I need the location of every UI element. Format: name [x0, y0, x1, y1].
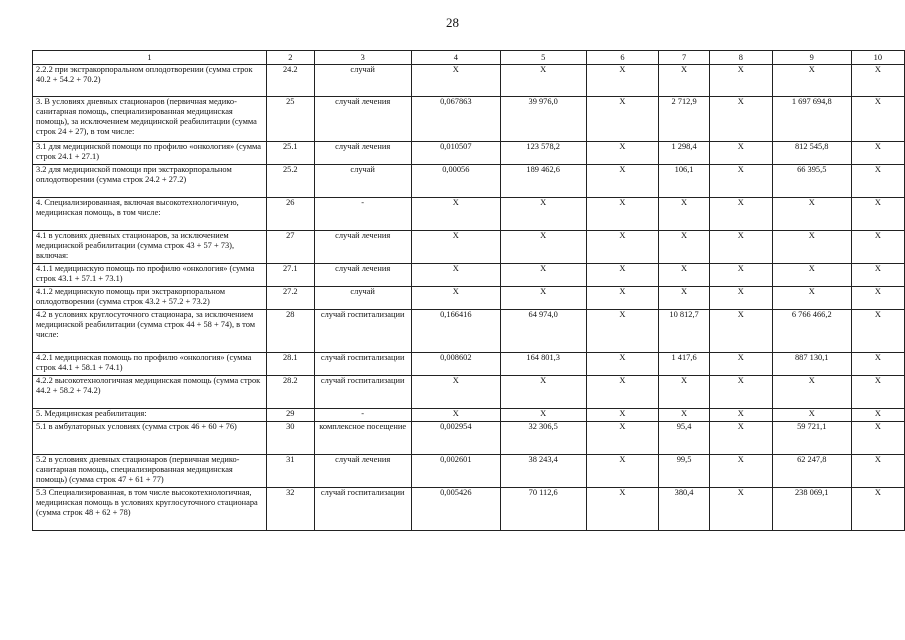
cell-unit: случай госпитализации — [314, 488, 411, 531]
cell-col10: X — [851, 97, 904, 142]
header-cell: 8 — [709, 51, 772, 65]
table-row — [33, 264, 905, 287]
table-body — [33, 51, 905, 531]
cell-norm: X — [411, 264, 500, 287]
cell-col7: 99,5 — [659, 455, 709, 488]
cell-row-number: 25 — [267, 97, 314, 142]
cell-unit: случай — [314, 165, 411, 198]
cell-col10: X — [851, 455, 904, 488]
header-cell: 3 — [314, 51, 411, 65]
cell-col9: X — [772, 376, 851, 409]
cell-unit: - — [314, 409, 411, 422]
cell-col7: X — [659, 264, 709, 287]
cell-col10: X — [851, 264, 904, 287]
cell-norm: 0,008602 — [411, 353, 500, 376]
cell-norm: X — [411, 65, 500, 97]
cell-description: 2.2.2 при экстракорпоральном оплодотворении (сумма строк 40.2 + 54.2 + 70.2) — [33, 65, 267, 97]
cell-unit: случай лечения — [314, 142, 411, 165]
table-row — [33, 409, 905, 422]
cell-col8: X — [709, 376, 772, 409]
cell-unit: случай — [314, 287, 411, 310]
header-cell: 10 — [851, 51, 904, 65]
cell-row-number: 27.1 — [267, 264, 314, 287]
cell-col7: 10 812,7 — [659, 310, 709, 353]
cell-col9: X — [772, 65, 851, 97]
cell-col10: X — [851, 198, 904, 231]
cell-col8: X — [709, 65, 772, 97]
cell-col7: 1 417,6 — [659, 353, 709, 376]
cell-norm: X — [411, 287, 500, 310]
table-row — [33, 353, 905, 376]
cell-row-number: 27 — [267, 231, 314, 264]
cell-col8: X — [709, 488, 772, 531]
table-row — [33, 198, 905, 231]
header-cell: 1 — [33, 51, 267, 65]
cell-unit: случай лечения — [314, 97, 411, 142]
cell-cost: X — [500, 231, 586, 264]
cell-col7: X — [659, 198, 709, 231]
cell-description: 4.2.2 высокотехнологичная медицинская помощь (сумма строк 44.2 + 58.2 + 74.2) — [33, 376, 267, 409]
cell-col9: 238 069,1 — [772, 488, 851, 531]
cell-description: 4. Специализированная, включая высокотехнологичную, медицинская помощь, в том числе: — [33, 198, 267, 231]
cell-col7: X — [659, 65, 709, 97]
cell-col8: X — [709, 165, 772, 198]
cell-cost: X — [500, 287, 586, 310]
cell-unit: случай лечения — [314, 455, 411, 488]
cell-col6: X — [586, 198, 659, 231]
cell-col7: X — [659, 376, 709, 409]
cell-norm: 0,166416 — [411, 310, 500, 353]
cell-row-number: 27.2 — [267, 287, 314, 310]
cell-col10: X — [851, 231, 904, 264]
cell-col10: X — [851, 376, 904, 409]
cell-col6: X — [586, 310, 659, 353]
cell-col6: X — [586, 65, 659, 97]
page-number: 28 — [446, 15, 459, 30]
cell-row-number: 28.2 — [267, 376, 314, 409]
cell-norm: X — [411, 198, 500, 231]
cell-col9: X — [772, 287, 851, 310]
table-row — [33, 287, 905, 310]
header-cell: 4 — [411, 51, 500, 65]
cell-col6: X — [586, 142, 659, 165]
cell-unit: случай лечения — [314, 231, 411, 264]
cell-col10: X — [851, 409, 904, 422]
cell-col9: X — [772, 231, 851, 264]
table-row — [33, 310, 905, 353]
table-row — [33, 376, 905, 409]
cell-row-number: 29 — [267, 409, 314, 422]
cell-description: 4.2.1 медицинская помощь по профилю «онкология» (сумма строк 44.1 + 58.1 + 74.1) — [33, 353, 267, 376]
cell-col8: X — [709, 231, 772, 264]
cell-col9: X — [772, 264, 851, 287]
cell-norm: 0,00056 — [411, 165, 500, 198]
table-row — [33, 231, 905, 264]
cell-col9: 59 721,1 — [772, 422, 851, 455]
cell-col9: X — [772, 409, 851, 422]
cell-description: 5.3 Специализированная, в том числе высокотехнологичная, медицинская помощь в условиях круглосуточного стационара (сумма строк 48 + 62 + 78) — [33, 488, 267, 531]
table-row — [33, 488, 905, 531]
cell-norm: 0,002601 — [411, 455, 500, 488]
cell-row-number: 25.1 — [267, 142, 314, 165]
cell-description: 5.1 в амбулаторных условиях (сумма строк 46 + 60 + 76) — [33, 422, 267, 455]
cell-col7: X — [659, 287, 709, 310]
cell-unit: случай лечения — [314, 264, 411, 287]
cell-col7: 1 298,4 — [659, 142, 709, 165]
cell-cost: 70 112,6 — [500, 488, 586, 531]
cell-col6: X — [586, 97, 659, 142]
cell-cost: X — [500, 409, 586, 422]
cell-col10: X — [851, 422, 904, 455]
cell-unit: случай госпитализации — [314, 353, 411, 376]
table-row — [33, 142, 905, 165]
cell-col10: X — [851, 353, 904, 376]
cell-col9: X — [772, 198, 851, 231]
cell-norm: 0,005426 — [411, 488, 500, 531]
cell-row-number: 26 — [267, 198, 314, 231]
cell-description: 3. В условиях дневных стационаров (первичная медико-санитарная помощь, специализированная медицинская помощь), за исключением медицинской реабилитации (сумма строк 24 + 27), в том числе: — [33, 97, 267, 142]
cell-col7: 106,1 — [659, 165, 709, 198]
cell-row-number: 24.2 — [267, 65, 314, 97]
cell-cost: 32 306,5 — [500, 422, 586, 455]
cell-col8: X — [709, 198, 772, 231]
cell-description: 4.1.2 медицинскую помощь при экстракорпоральном оплодотворении (сумма строк 43.2 + 57.2 + 73.2) — [33, 287, 267, 310]
cell-col8: X — [709, 409, 772, 422]
cell-col6: X — [586, 287, 659, 310]
cell-norm: 0,067863 — [411, 97, 500, 142]
cell-row-number: 28 — [267, 310, 314, 353]
cell-col7: X — [659, 409, 709, 422]
cell-col9: 66 395,5 — [772, 165, 851, 198]
table-row — [33, 455, 905, 488]
cell-col10: X — [851, 488, 904, 531]
cell-col8: X — [709, 264, 772, 287]
cell-description: 3.2 для медицинской помощи при экстракорпоральном оплодотворении (сумма строк 24.2 + 27.2) — [33, 165, 267, 198]
cell-unit: случай госпитализации — [314, 376, 411, 409]
cell-description: 5.2 в условиях дневных стационаров (первичная медико-санитарная помощь, специализированная медицинская помощь) (сумма строк 47 + 61 + 77) — [33, 455, 267, 488]
cell-col6: X — [586, 231, 659, 264]
cell-row-number: 25.2 — [267, 165, 314, 198]
cell-col7: 2 712,9 — [659, 97, 709, 142]
table-row — [33, 422, 905, 455]
cell-norm: X — [411, 376, 500, 409]
cell-unit: случай — [314, 65, 411, 97]
cell-description: 4.2 в условиях круглосуточного стационара, за исключением медицинской реабилитации (сумма строк 44 + 58 + 74), в том числе: — [33, 310, 267, 353]
table-row — [33, 65, 905, 97]
cell-col7: X — [659, 231, 709, 264]
cell-col8: X — [709, 142, 772, 165]
header-cell: 9 — [772, 51, 851, 65]
cell-col6: X — [586, 353, 659, 376]
cell-cost: X — [500, 65, 586, 97]
cell-col6: X — [586, 422, 659, 455]
cell-col8: X — [709, 97, 772, 142]
cell-col10: X — [851, 65, 904, 97]
cell-row-number: 32 — [267, 488, 314, 531]
cell-col9: 62 247,8 — [772, 455, 851, 488]
cell-col9: 887 130,1 — [772, 353, 851, 376]
cell-cost: 38 243,4 — [500, 455, 586, 488]
cell-row-number: 30 — [267, 422, 314, 455]
cell-unit: - — [314, 198, 411, 231]
cell-cost: X — [500, 264, 586, 287]
cell-norm: X — [411, 231, 500, 264]
cell-norm: 0,002954 — [411, 422, 500, 455]
cell-norm: X — [411, 409, 500, 422]
cell-row-number: 28.1 — [267, 353, 314, 376]
cell-col10: X — [851, 310, 904, 353]
cell-col8: X — [709, 455, 772, 488]
cell-col9: 6 766 466,2 — [772, 310, 851, 353]
cell-col10: X — [851, 165, 904, 198]
cell-col6: X — [586, 376, 659, 409]
cell-description: 3.1 для медицинской помощи по профилю «онкология» (сумма строк 24.1 + 27.1) — [33, 142, 267, 165]
cell-col6: X — [586, 409, 659, 422]
cell-col10: X — [851, 287, 904, 310]
cell-cost: 189 462,6 — [500, 165, 586, 198]
header-cell: 2 — [267, 51, 314, 65]
cell-col8: X — [709, 353, 772, 376]
data-table — [32, 50, 905, 531]
cell-description: 5. Медицинская реабилитация: — [33, 409, 267, 422]
cell-cost: 123 578,2 — [500, 142, 586, 165]
table-header-row — [33, 51, 905, 65]
cell-description: 4.1.1 медицинскую помощь по профилю «онкология» (сумма строк 43.1 + 57.1 + 73.1) — [33, 264, 267, 287]
cell-col6: X — [586, 165, 659, 198]
cell-col9: 812 545,8 — [772, 142, 851, 165]
table-row — [33, 165, 905, 198]
header-cell: 5 — [500, 51, 586, 65]
cell-col8: X — [709, 422, 772, 455]
cell-col9: 1 697 694,8 — [772, 97, 851, 142]
cell-cost: X — [500, 376, 586, 409]
table-row — [33, 97, 905, 142]
cell-col8: X — [709, 310, 772, 353]
cell-cost: 39 976,0 — [500, 97, 586, 142]
cell-col6: X — [586, 488, 659, 531]
cell-cost: 164 801,3 — [500, 353, 586, 376]
header-cell: 7 — [659, 51, 709, 65]
cell-col10: X — [851, 142, 904, 165]
cell-col6: X — [586, 264, 659, 287]
cell-col7: 380,4 — [659, 488, 709, 531]
cell-cost: 64 974,0 — [500, 310, 586, 353]
cell-col6: X — [586, 455, 659, 488]
cell-col8: X — [709, 287, 772, 310]
cell-unit: случай госпитализации — [314, 310, 411, 353]
cell-description: 4.1 в условиях дневных стационаров, за исключением медицинской реабилитации (сумма строк 43 + 57 + 73), включая: — [33, 231, 267, 264]
cell-unit: комплексное посещение — [314, 422, 411, 455]
cell-cost: X — [500, 198, 586, 231]
cell-col7: 95,4 — [659, 422, 709, 455]
header-cell: 6 — [586, 51, 659, 65]
cell-row-number: 31 — [267, 455, 314, 488]
cell-norm: 0,010507 — [411, 142, 500, 165]
